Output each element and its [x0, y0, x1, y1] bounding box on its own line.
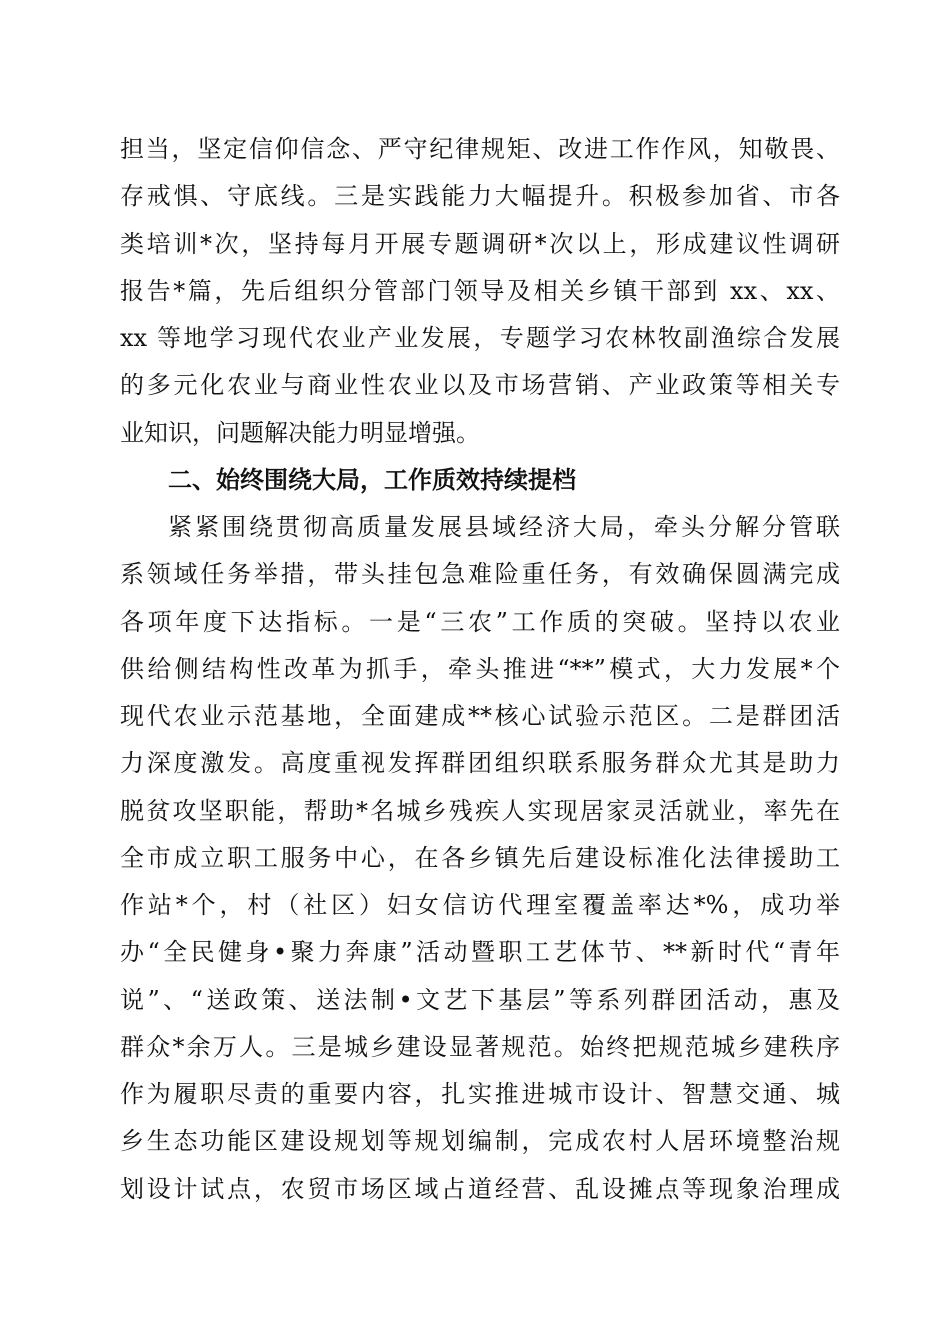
- paragraph-line: 办“全民健身•聚力奔康”活动暨职工艺体节、**新时代“青年: [120, 938, 840, 967]
- paragraph-line: 类培训*次，坚持每月开展专题调研*次以上，形成建议性调研: [120, 229, 840, 258]
- paragraph-line: 划设计试点，农贸市场区域占道经营、乱设摊点等现象治理成: [120, 1174, 840, 1203]
- paragraph-line: 乡生态功能区建设规划等规划编制，完成农村人居环境整治规: [120, 1127, 840, 1156]
- document-body: [120, 126, 840, 1213]
- paragraph-line: 说”、“送政策、送法制•文艺下基层”等系列群团活动，惠及: [120, 985, 840, 1014]
- paragraph-line: 全市成立职工服务中心，在各乡镇先后建设标准化法律援助工: [120, 843, 840, 872]
- paragraph-line: xx 等地学习现代农业产业发展，专题学习农林牧副渔综合发展: [120, 324, 840, 352]
- paragraph-line: 业知识，问题解决能力明显增强。: [120, 418, 480, 447]
- paragraph-line: 脱贫攻坚职能，帮助*名城乡残疾人实现居家灵活就业，率先在: [120, 796, 840, 825]
- paragraph-line: 的多元化农业与商业性农业以及市场营销、产业政策等相关专: [120, 371, 840, 400]
- paragraph-line: 群众*余万人。三是城乡建设显著规范。始终把规范城乡建秩序: [120, 1032, 840, 1061]
- paragraph-line: 作站*个，村（社区）妇女信访代理室覆盖率达*%，成功举: [120, 891, 840, 919]
- paragraph-line: 各项年度下达指标。一是“三农”工作质的突破。坚持以农业: [120, 607, 840, 636]
- paragraph-line: 担当，坚定信仰信念、严守纪律规矩、改进工作作风，知敬畏、: [120, 135, 840, 163]
- paragraph-line: 供给侧结构性改革为抓手，牵头推进“**”模式，大力发展*个: [120, 654, 840, 683]
- section-heading: 二、始终围绕大局，工作质效持续提档: [168, 465, 576, 494]
- paragraph-line: 报告*篇，先后组织分管部门领导及相关乡镇干部到 xx、xx、: [120, 276, 840, 305]
- paragraph-line: 存戒惧、守底线。三是实践能力大幅提升。积极参加省、市各: [120, 182, 840, 211]
- paragraph-line: 作为履职尽责的重要内容，扎实推进城市设计、智慧交通、城: [120, 1080, 840, 1108]
- paragraph-line: 现代农业示范基地，全面建成**核心试验示范区。二是群团活: [120, 702, 840, 730]
- paragraph-line: 系领域任务举措，带头挂包急难险重任务，有效确保圆满完成: [120, 560, 840, 589]
- paragraph-line: 力深度激发。高度重视发挥群团组织联系服务群众尤其是助力: [120, 749, 840, 778]
- paragraph-line: 紧紧围绕贯彻高质量发展县域经济大局，牵头分解分管联: [168, 513, 840, 541]
